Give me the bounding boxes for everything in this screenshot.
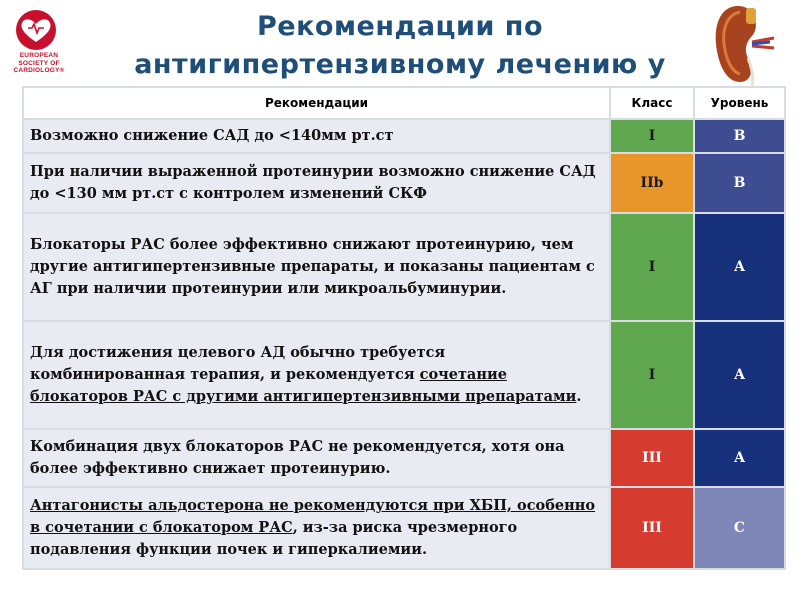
table-row <box>23 429 785 487</box>
heart-logo-icon <box>4 8 68 52</box>
logo-line2: SOCIETY OF <box>18 59 60 67</box>
table-row <box>23 487 785 569</box>
esc-logo <box>4 8 68 84</box>
header-recommendations: Рекомендации <box>23 87 610 119</box>
title-line2: антигипертензивному лечению у <box>134 49 666 80</box>
row-text <box>23 321 610 429</box>
page-title <box>90 8 710 84</box>
table-row <box>23 213 785 321</box>
title-line1: Рекомендации по <box>257 11 543 42</box>
header-level: Уровень <box>694 87 785 119</box>
class-badge: IIb <box>610 153 694 213</box>
table-row <box>23 153 785 213</box>
row-text-underlined: сочетание блокаторов РАС с другими антигипертензивными препаратами <box>30 366 577 405</box>
logo-line1: EUROPEAN <box>19 52 59 59</box>
row-text-end: . <box>576 388 582 405</box>
class-badge: III <box>610 487 694 569</box>
logo-text <box>4 52 74 75</box>
level-badge: B <box>694 119 785 153</box>
level-badge: A <box>694 429 785 487</box>
kidney-icon <box>708 2 778 88</box>
row-text: Комбинация двух блокаторов РАС не рекомендуется, хотя она более эффективно снижает протеинурию. <box>23 429 610 487</box>
row-text-start: Для достижения целевого АД обычно требуется комбинированная терапия, и рекомендуется <box>30 344 446 383</box>
table-row <box>23 119 785 153</box>
row-text <box>23 487 610 569</box>
level-badge: A <box>694 321 785 429</box>
class-badge: I <box>610 213 694 321</box>
table-header-row <box>23 87 785 119</box>
class-badge: I <box>610 119 694 153</box>
row-text: При наличии выраженной протеинурии возможно снижение САД до <130 мм рт.ст с контролем изменений СКФ <box>23 153 610 213</box>
class-badge: III <box>610 429 694 487</box>
row-text-end: , из-за риска чрезмерного подавления функции почек и гиперкалиемии. <box>30 519 518 558</box>
table-row <box>23 321 785 429</box>
class-badge: I <box>610 321 694 429</box>
row-text: Возможно снижение САД до <140мм рт.ст <box>23 119 610 153</box>
level-badge: B <box>694 153 785 213</box>
row-text: Блокаторы РАС более эффективно снижают протеинурию, чем другие антигипертензивные препараты, и показаны пациентам с АГ при наличии протеинурии или микроальбуминурии. <box>23 213 610 321</box>
logo-line3: CARDIOLOGY® <box>13 67 65 74</box>
header-class: Класс <box>610 87 694 119</box>
level-badge: A <box>694 213 785 321</box>
level-badge: C <box>694 487 785 569</box>
recommendations-table <box>22 86 786 570</box>
row-text-underlined: Антагонисты альдостерона не рекомендуются при ХБП, особенно в сочетании с блокатором РАС <box>30 497 595 536</box>
